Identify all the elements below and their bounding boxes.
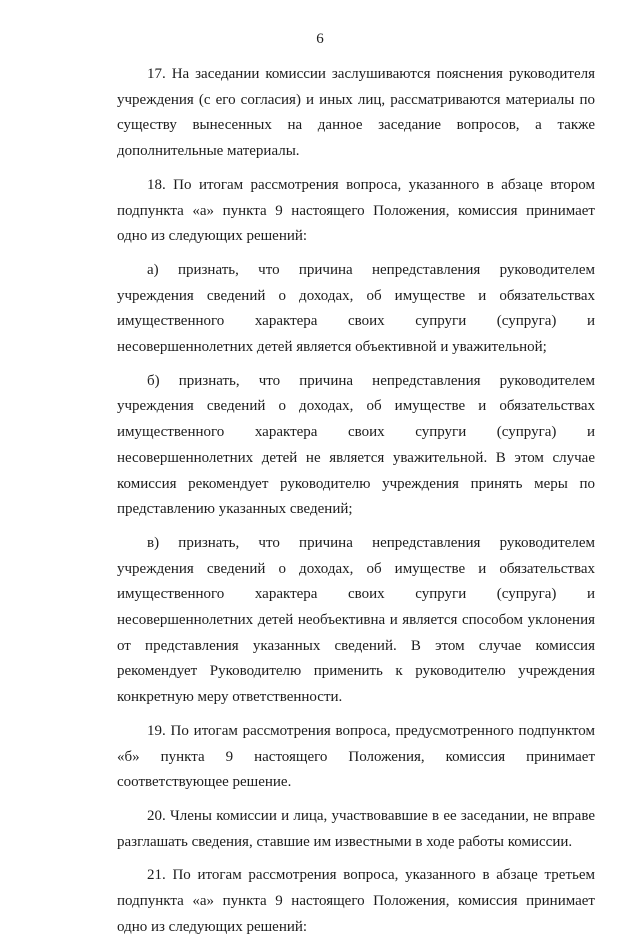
paragraph-18-a: а) признать, что причина непредставления руководителем учреждения сведений о доходах, об имуществе и обязательствах имущественного характера своих супруги (супруга) и несовершеннолетних детей является объективной и уважительной; — [117, 261, 595, 356]
paragraph-20: 20. Члены комиссии и лица, участвовавшие в ее заседании, не вправе разглашать сведения, ставшие им известными в ходе работы комиссии. — [117, 807, 595, 850]
paragraph-19: 19. По итогам рассмотрения вопроса, предусмотренного подпунктом «б» пункта 9 настоящего Положения, комиссия принимает соответствующее решение. — [117, 722, 595, 791]
page-number: 6 — [316, 31, 324, 47]
paragraph-18-b: б) признать, что причина непредставления руководителем учреждения сведений о доходах, об имуществе и обязательствах имущественного характера своих супруги (супруга) и несовершеннолетних детей не является уважительной. В этом случае комиссия рекомендует руководителю учреждения принять меры по представлению указанных сведений; — [117, 372, 595, 518]
paragraph-18: 18. По итогам рассмотрения вопроса, указанного в абзаце втором подпункта «а» пункта 9 настоящего Положения, комиссия принимает одно из следующих решений: — [117, 176, 595, 245]
paragraph-21: 21. По итогам рассмотрения вопроса, указанного в абзаце третьем подпункта «а» пункта 9 настоящего Положения, комиссия принимает одно из следующих решений: — [117, 867, 595, 935]
paragraph-18-v: в) признать, что причина непредставления руководителем учреждения сведений о доходах, об имуществе и обязательствах имущественного характера своих супруги (супруга) и несовершеннолетних детей необъективна и является способом уклонения от представления указанных сведений. В этом случае комиссия рекомендует Руководителю применить к руководителю учреждения конкретную меру ответственности. — [117, 534, 595, 706]
document-body — [117, 62, 595, 949]
paragraph-17: 17. На заседании комиссии заслушиваются пояснения руководителя учреждения (с его согласия) и иных лиц, рассматриваются материалы по существу вынесенных на данное заседание вопросов, а также дополнительные материалы. — [117, 66, 595, 160]
